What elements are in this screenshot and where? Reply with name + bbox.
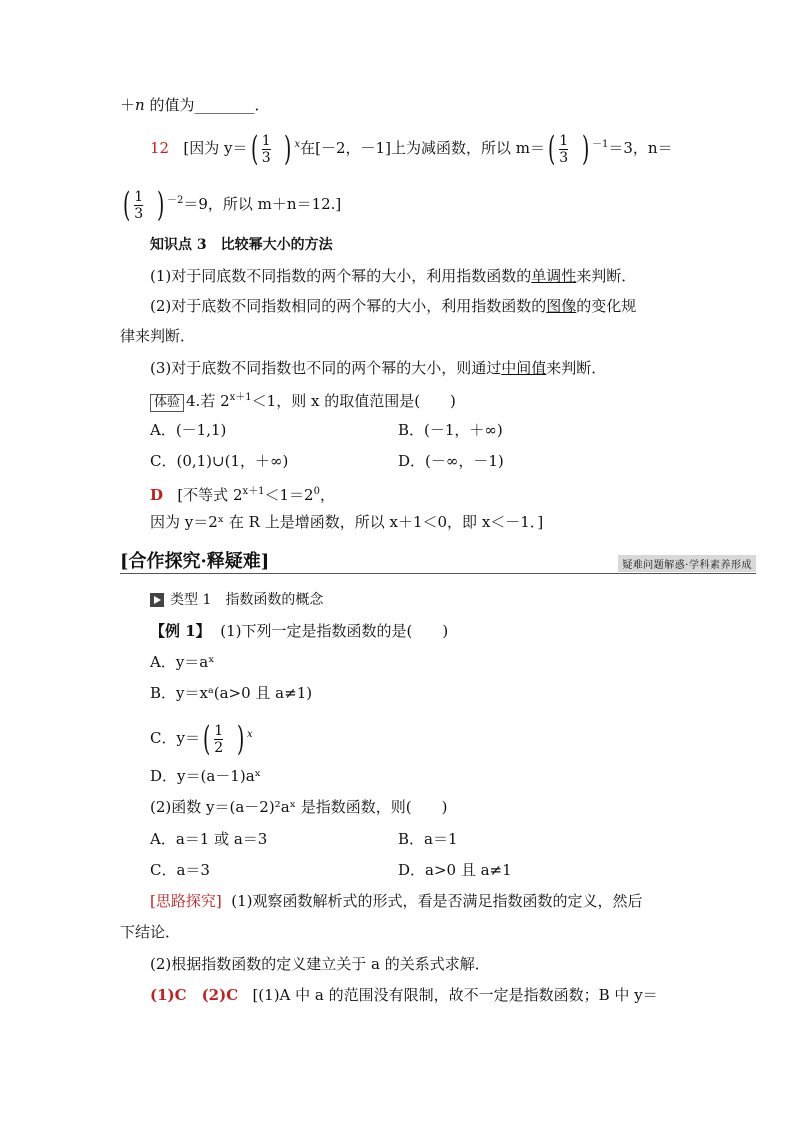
example1-q1: 【例 1】 (1)下列一定是指数函数的是( ) [150, 622, 449, 640]
knowledge-item-3: (3)对于底数不同指数也不同的两个幂的大小，则通过中间值来判断． [150, 359, 607, 377]
play-icon [150, 593, 164, 607]
knowledge-item-2-cont: 律来判断． [120, 327, 196, 345]
example1-q2-ab: A．a＝1 或 a＝3 B．a＝1 [150, 830, 458, 848]
example1-optB: B．y＝xᵃ(a>0 且 a≠1) [150, 684, 313, 702]
fraction: $\frac{1}{3}$ [261, 132, 271, 166]
think-line-2: (2)根据指数函数的定义建立关于 a 的关系式求解． [150, 955, 490, 973]
think-line-1: [思路探究] (1)观察函数解析式的形式，看是否满足指数函数的定义，然后 [150, 892, 643, 910]
tiyan-options-cd: C．(0,1)∪(1，＋∞) D．(－∞，－1) [150, 452, 504, 470]
example1-q2-cd: C．a＝3 D．a>0 且 a≠1 [150, 861, 512, 879]
think-tag: [思路探究] [150, 892, 222, 910]
example1-answer-letters: (1)C (2)C [150, 986, 239, 1004]
example1-optD: D．y＝(a－1)aˣ [150, 767, 261, 785]
intro-line: ＋n 的值为________． [120, 96, 270, 114]
answer-number: 12 [150, 139, 170, 157]
section-title: [合作探究·释疑难] [120, 551, 270, 572]
tiyan-question: 体验 4.若 $2^{x+1}<1$，则 x 的取值范围是( ) [150, 388, 456, 412]
type1-heading: 类型 1 指数函数的概念 [150, 590, 323, 610]
think-line-1b: 下结论． [120, 923, 181, 941]
tiyan-answer-2: 因为 y＝2ˣ 在 R 上是增函数，所以 x＋1＜0，即 x＜－1．] [150, 513, 544, 531]
tiyan-tag: 体验 [150, 394, 184, 412]
tiyan-answer-1: D [不等式 $2^{x+1}<1=2^0$， [150, 486, 335, 504]
knowledge-item-1: (1)对于同底数不同指数的两个幂的大小，利用指数函数的单调性来判断． [150, 267, 637, 285]
example-tag: 【例 1】 [150, 622, 211, 640]
example1-optA: A．y＝aˣ [150, 653, 215, 671]
answer-line-2: ( $\frac{1}{3}$ ) $^{-2}$＝9，所以 m＋n＝12.] [122, 185, 342, 225]
knowledge-heading: 知识点 3 比较幂大小的方法 [150, 237, 333, 253]
knowledge-item-2: (2)对于底数不同指数相同的两个幂的大小，利用指数函数的图像的变化规 [150, 297, 637, 315]
example1-optC: C．y＝( $\frac{1}{2}$ ) $^x$ [150, 719, 253, 759]
answer-line-1: 12 [因为 y＝( $\frac{1}{3}$ ) $^x$在[－2，－1]上为减函数，所以 m＝( $\frac{1}{3}$ ) $^{-1}$＝3，n＝ [150, 129, 673, 169]
tiyan-answer-letter: D [150, 486, 164, 504]
section-header [120, 547, 756, 574]
example1-q2: (2)函数 y＝(a－2)²aˣ 是指数函数，则( ) [150, 798, 448, 816]
tiyan-options-ab: A．(－1,1) B．(－1，＋∞) [150, 421, 503, 439]
example1-answer: (1)C (2)C [(1)A 中 a 的范围没有限制，故不一定是指数函数；B 中 y＝ [150, 986, 658, 1004]
section-side-label: 疑难问题解惑·学科素养形成 [618, 555, 756, 572]
